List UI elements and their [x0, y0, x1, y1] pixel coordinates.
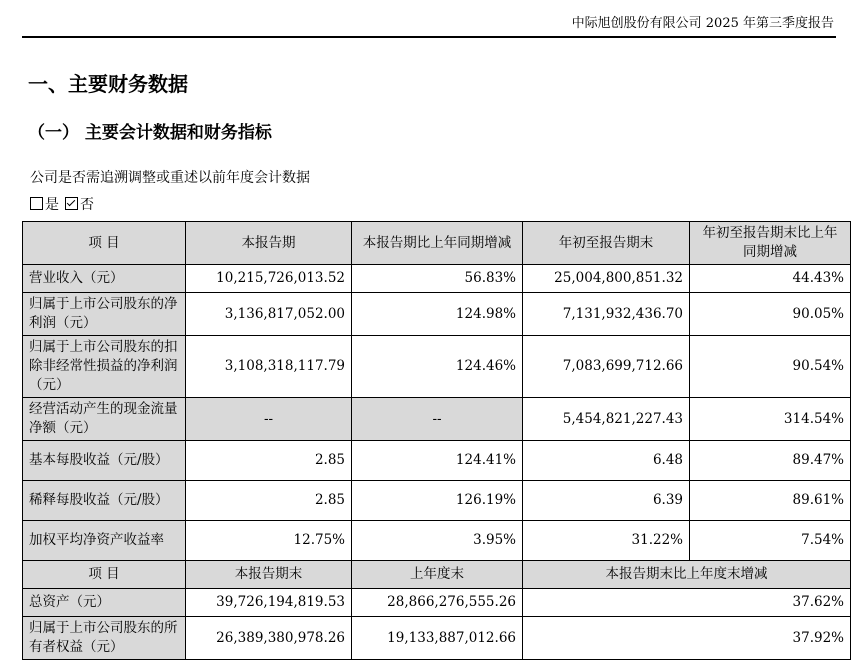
cell-ytd-yoy: 90.05% [690, 293, 851, 336]
table-row [23, 398, 851, 441]
cell-ytd-yoy: 89.61% [690, 481, 851, 521]
cell-yoy: -- [352, 398, 523, 441]
row-item: 营业收入（元） [23, 265, 186, 293]
cell-prior: 28,866,276,555.26 [352, 589, 523, 617]
cell-ytd-yoy: 90.54% [690, 336, 851, 398]
cell-ytd-yoy: 89.47% [690, 441, 851, 481]
table-row [23, 521, 851, 561]
table-row [23, 293, 851, 336]
financial-data-table [22, 221, 851, 660]
cell-current: 12.75% [186, 521, 352, 561]
col-header-period-end: 本报告期末 [186, 561, 352, 589]
col-header-prior-year-end: 上年度末 [352, 561, 523, 589]
cell-ytd: 7,083,699,712.66 [523, 336, 690, 398]
cell-current: 10,215,726,013.52 [186, 265, 352, 293]
cell-ytd-yoy: 314.54% [690, 398, 851, 441]
cell-current: 3,108,318,117.79 [186, 336, 352, 398]
table-row [23, 589, 851, 617]
checkbox-empty-icon[interactable] [30, 197, 43, 210]
subsection-title: （一） 主要会计数据和财务指标 [28, 123, 272, 143]
col-header-item: 项 目 [23, 222, 186, 265]
cell-ytd: 25,004,800,851.32 [523, 265, 690, 293]
report-title: 中际旭创股份有限公司 2025 年第三季度报告 [571, 16, 834, 31]
header-rule [22, 36, 836, 38]
table-row [23, 265, 851, 293]
row-item: 经营活动产生的现金流量净额（元） [23, 398, 186, 441]
section-title: 一、主要财务数据 [28, 72, 188, 96]
option-yes-label: 是 [45, 197, 59, 213]
option-no-label: 否 [80, 197, 94, 213]
row-item: 总资产（元） [23, 589, 186, 617]
row-item: 归属于上市公司股东的净利润（元） [23, 293, 186, 336]
cell-ytd: 6.48 [523, 441, 690, 481]
cell-current: 3,136,817,052.00 [186, 293, 352, 336]
col-header-item: 项 目 [23, 561, 186, 589]
cell-current: 2.85 [186, 441, 352, 481]
cell-current: 39,726,194,819.53 [186, 589, 352, 617]
cell-yoy: 124.46% [352, 336, 523, 398]
row-item: 加权平均净资产收益率 [23, 521, 186, 561]
table-row [23, 336, 851, 398]
cell-yoy: 124.98% [352, 293, 523, 336]
cell-ytd: 5,454,821,227.43 [523, 398, 690, 441]
table-row [23, 617, 851, 660]
option-yes[interactable] [30, 194, 59, 214]
cell-ytd: 31.22% [523, 521, 690, 561]
col-header-change: 本报告期末比上年度末增减 [523, 561, 851, 589]
cell-ytd-yoy: 44.43% [690, 265, 851, 293]
col-header-ytd: 年初至报告期末 [523, 222, 690, 265]
table-row [23, 481, 851, 521]
cell-ytd-yoy: 7.54% [690, 521, 851, 561]
cell-prior: 19,133,887,012.66 [352, 617, 523, 660]
row-item: 基本每股收益（元/股） [23, 441, 186, 481]
col-header-current: 本报告期 [186, 222, 352, 265]
option-no[interactable] [65, 194, 94, 214]
cell-current: -- [186, 398, 352, 441]
table2-header-row [23, 561, 851, 589]
cell-yoy: 56.83% [352, 265, 523, 293]
row-item: 归属于上市公司股东的所有者权益（元） [23, 617, 186, 660]
table-row [23, 441, 851, 481]
cell-ytd: 6.39 [523, 481, 690, 521]
retro-question: 公司是否需追溯调整或重述以前年度会计数据 [30, 170, 310, 186]
row-item: 归属于上市公司股东的扣除非经常性损益的净利润（元） [23, 336, 186, 398]
retro-options [30, 194, 94, 214]
col-header-ytd-yoy: 年初至报告期末比上年同期增减 [690, 222, 851, 265]
cell-ytd: 7,131,932,436.70 [523, 293, 690, 336]
col-header-yoy: 本报告期比上年同期增减 [352, 222, 523, 265]
cell-change: 37.62% [523, 589, 851, 617]
cell-yoy: 3.95% [352, 521, 523, 561]
row-item: 稀释每股收益（元/股） [23, 481, 186, 521]
cell-change: 37.92% [523, 617, 851, 660]
checkbox-checked-icon[interactable] [65, 197, 78, 210]
cell-current: 2.85 [186, 481, 352, 521]
cell-yoy: 124.41% [352, 441, 523, 481]
table1-header-row [23, 222, 851, 265]
cell-current: 26,389,380,978.26 [186, 617, 352, 660]
cell-yoy: 126.19% [352, 481, 523, 521]
